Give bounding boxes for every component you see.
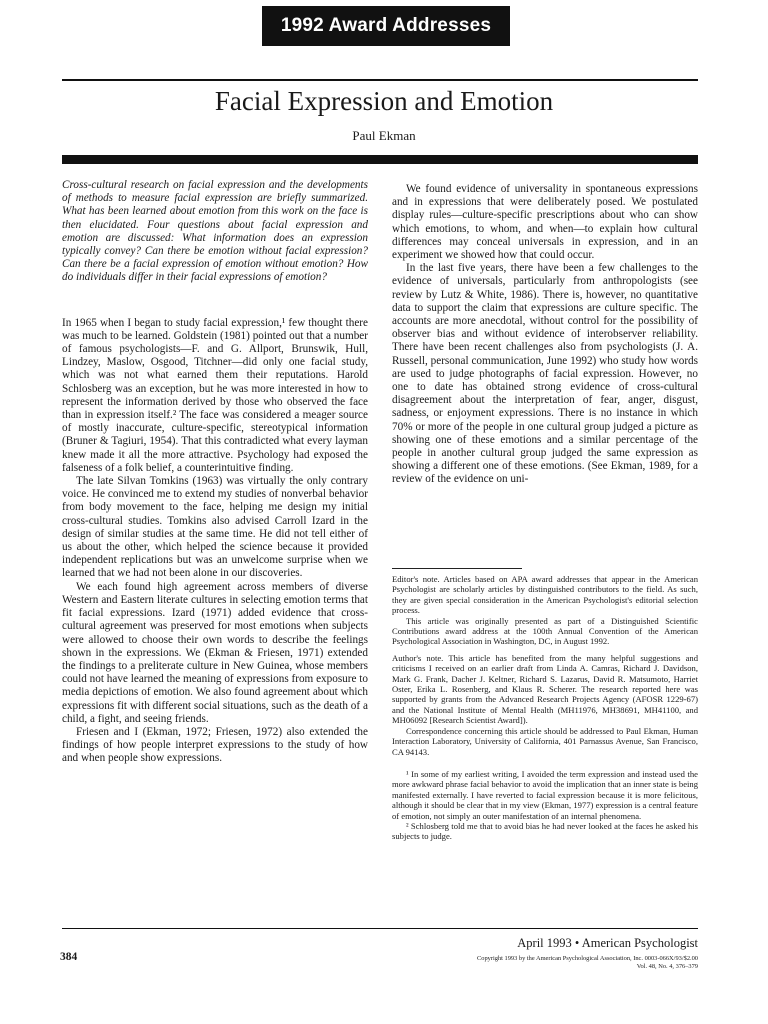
body-paragraph: Friesen and I (Ekman, 1972; Friesen, 1972) also extended the findings of how people interpret expressions to the study of how and when people show expressions. — [62, 725, 368, 765]
title-top-rule — [62, 79, 698, 81]
left-column — [62, 179, 368, 766]
correspondence-note: Correspondence concerning this article should be addressed to Paul Ekman, Human Interaction Laboratory, University of California, 401 Parnassus Avenue, San Francisco, CA 94143. — [392, 725, 698, 757]
page-number: 384 — [60, 951, 78, 963]
article-title: Facial Expression and Emotion — [214, 86, 554, 116]
notes-block — [392, 574, 698, 842]
footnote-1: ¹ In some of my earliest writing, I avoided the term expression and instead used the more awkward phrase facial behavior to avoid the implication that an inner state is being manifested externally. I have reverted to facial expression because it is more felicitous, although it should be clear that in my view (Ekman, 1977) expression is a central feature of emotion, not simply an outer manifestation of an internal phenomena. — [392, 768, 698, 821]
section-banner: 1992 Award Addresses — [262, 6, 510, 46]
journal-line: April 1993 • American Psychologist — [517, 936, 698, 950]
authors-note: Author's note. This article has benefited from the many helpful suggestions and criticisms I received on an earlier draft from Linda A. Camras, Richard J. Davidson, Mark G. Frank, Dacher J. Keltner, Richard S. Lazarus, David R. Matsumoto, Harriet Oster, Erika L. Rosenberg, and Klaus R. Scherer. The research reported here was supported by grants from the Advanced Research Projects Agency (AFOSR 1229-67) and the National Institute of Mental Health (MH11976, MH38691, MH41100, and MH06092 [Research Scientist Award]). — [392, 652, 698, 726]
body-paragraph: The late Silvan Tomkins (1963) was virtually the only contrary voice. He convinced me to extend my studies of nonverbal behavior from body movement to the face, helping me design my initial cross-cultural studies. Tomkins also advised Carroll Izard in the design of similar studies at the same time. He did not tell either of us about the other, which helped the science because it provided independent replications but was an unwelcome surprise when we learned that we had not been alone in our discoveries. — [62, 475, 368, 580]
copyright-line: Copyright 1993 by the American Psychological Association, Inc. 0003-066X/93/$2.00 — [477, 955, 698, 962]
body-paragraph: We found evidence of universality in spontaneous expressions and in expressions that were deliberately posed. We postulated display rules—culture-specific prescriptions about who can show which emotions, to whom, and when—to explain how cultural differences may conceal universals in expression, and in an experiment we showed how that could occur. — [392, 183, 698, 262]
body-paragraph: In the last five years, there have been a few challenges to the evidence of universals, particularly from anthropologists (see review by Lutz & White, 1986). There is, however, no quantitative data to support the claim that expressions are culture specific. The accounts are more anecdotal, without control for the possibility of observer bias and without evidence of interobserver reliability. There have been recent challenges also from psychologists (J. A. Russell, personal communication, June 1992) who study how words are used to judge photographs of facial expression. However, no one to date has obtained strong evidence of cross-cultural disagreement about the interpretation of fear, anger, disgust, sadness, or enjoyment expressions. There is no instance in which 70% or more of the people in one cultural group judged a picture as showing one of these emotions and a similar percentage of the people in another cultural group judged the same expression as showing a different one of these emotions. (See Ekman, 1989, for a review of the evidence on uni- — [392, 262, 698, 486]
footer-rule — [62, 928, 698, 929]
footnote-2: ² Schlosberg told me that to avoid bias he had never looked at the faces he asked his subjects to judge. — [392, 820, 698, 842]
right-column — [392, 183, 698, 487]
header-thick-rule — [62, 155, 698, 164]
article-author: Paul Ekman — [352, 128, 416, 143]
notes-divider — [392, 568, 522, 569]
body-paragraph: In 1965 when I began to study facial expression,¹ few thought there was much to be learned. Goldstein (1981) pointed out that a number of famous psychologists—F. and G. Allport, Brunswik, Hull, Lindzey, Maslow, Osgood, Titchner—did only one facial study, which was not what earned them their reputations. Harold Schlosberg was an exception, but he was more interested in how to represent the information derived by those who observed the face than in expression itself.² The face was considered a meager source of mostly inaccurate, culture-specific, stereotypical information (Bruner & Tagiuri, 1954). That this contradicted what every layman knew made it all the more attractive. Psychology had exposed the falseness of a folk belief, a counterintuitive finding. — [62, 316, 368, 474]
abstract: Cross-cultural research on facial expression and the developments of methods to measure facial expression are briefly summarized. What has been learned about emotion from this work on the face is then elucidated. Four questions about facial expression and emotion are discussed: What information does an expression typically convey? Can there be emotion without facial expression? Can there be a facial expression of emotion without emotion? How do individuals differ in their facial expressions of emotion? — [62, 179, 368, 284]
volume-line: Vol. 48, No. 4, 376–379 — [636, 963, 698, 971]
body-paragraph: We each found high agreement across members of diverse Western and Eastern literate cultures in selecting emotion terms that fit facial expressions. Izard (1971) added evidence that cross-cultural agreement was preserved for most emotions when subjects were allowed to choose their own words to describe the feelings shown in the expressions. We (Ekman & Friesen, 1971) extended the findings to a preliterate culture in New Guinea, whose members could not have learned the meaning of expressions from exposure to media depictions of emotion. We also found agreement about which expressions fit with different social situations, such as the death of a child, a fight, and seeing friends. — [62, 580, 368, 725]
copyright-block — [380, 955, 698, 972]
editors-note: Editor's note. Articles based on APA award addresses that appear in the American Psychologist are scholarly articles by distinguished contributors to the field. As such, they are given special consideration in the American Psychologist's editorial selection process. — [392, 574, 698, 616]
presented-note: This article was originally presented as part of a Distinguished Scientific Contributions award address at the 100th Annual Convention of the American Psychological Association in Washington, DC, in August 1992. — [392, 615, 698, 647]
